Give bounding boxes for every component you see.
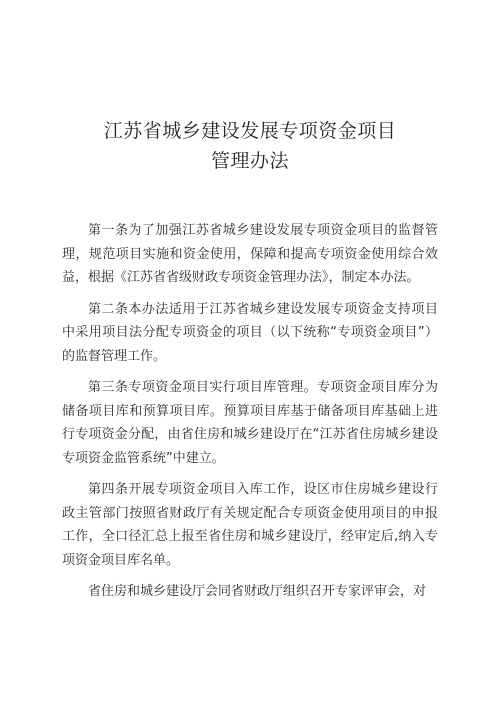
article-3-paragraph: 第三条专项资金项目实行项目库管理。专项资金项目库分为储备项目库和预算项目库。预算项目库基于储备项目库基础上进行专项资金分配，由省住房和城乡建设厅在“江苏省住房城乡建设专项资金监管系统”中建立。 [62,380,438,466]
continuation-paragraph: 省住房和城乡建设厅会同省财政厅组织召开专家评审会，对 [88,584,427,599]
title-line-2: 管理办法 [210,150,289,172]
article-1-paragraph: 第一条为了加强江苏省城乡建设发展专项资金项目的监督管理，规范项目实施和资金使用，保障和提高专项资金使用综合效益，根据《江苏省省级财政专项资金管理办法》，制定本办法。 [62,223,438,285]
document-body [62,219,438,604]
title-line-1: 江苏省城乡建设发展专项资金项目 [103,120,397,142]
document-title [62,0,438,176]
article-2-paragraph: 第二条本办法适用于江苏省城乡建设发展专项资金支持项目中采用项目法分配专项资金的项目（以下统称“专项资金项目”）的监督管理工作。 [62,301,438,364]
article-4-paragraph: 第四条开展专项资金项目入库工作，设区市住房城乡建设行政主管部门按照省财政厅有关规定配合专项资金使用项目的申报工作，全口径汇总上报至省住房和城乡建设厅，经审定后,纳入专项资金项目库名单。 [62,482,438,568]
